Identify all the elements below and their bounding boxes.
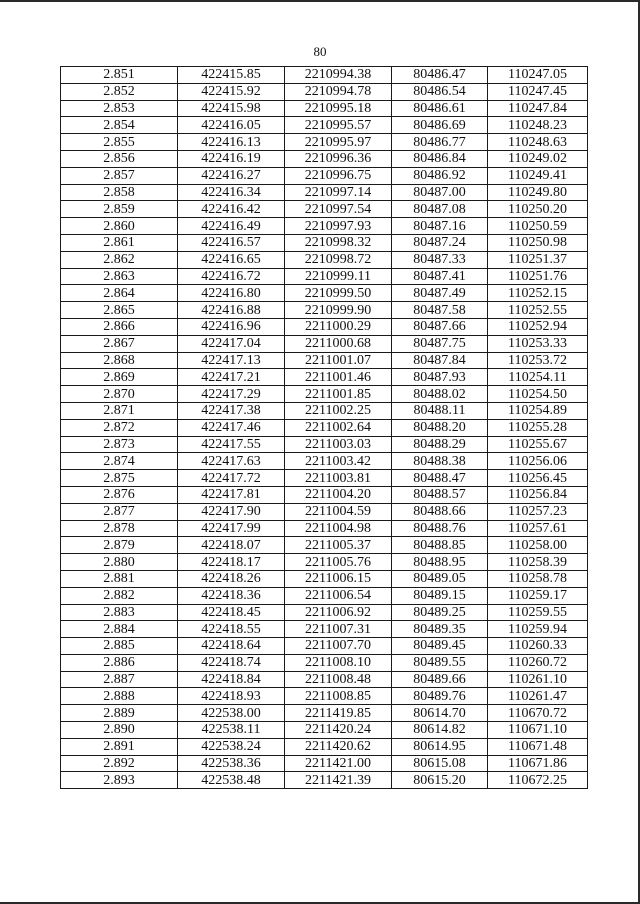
- y-coordinate-cell: 2211004.98: [285, 520, 392, 537]
- x-local-cell: 80486.77: [392, 134, 488, 151]
- table-row: [61, 318, 588, 335]
- y-local-cell: 110256.84: [488, 486, 588, 503]
- x-local-cell: 80486.47: [392, 67, 488, 84]
- y-local-cell: 110671.10: [488, 722, 588, 739]
- y-coordinate-cell: 2211421.00: [285, 755, 392, 772]
- table-row: [61, 285, 588, 302]
- y-local-cell: 110259.17: [488, 587, 588, 604]
- table-row: [61, 184, 588, 201]
- y-local-cell: 110258.39: [488, 554, 588, 571]
- x-coordinate-cell: 422417.55: [178, 436, 285, 453]
- y-local-cell: 110260.72: [488, 654, 588, 671]
- y-coordinate-cell: 2210998.72: [285, 251, 392, 268]
- y-local-cell: 110250.59: [488, 218, 588, 235]
- x-local-cell: 80487.58: [392, 302, 488, 319]
- y-local-cell: 110248.63: [488, 134, 588, 151]
- table-row: [61, 688, 588, 705]
- y-local-cell: 110249.41: [488, 167, 588, 184]
- x-coordinate-cell: 422417.63: [178, 453, 285, 470]
- y-coordinate-cell: 2211421.39: [285, 772, 392, 789]
- table-row: [61, 218, 588, 235]
- x-local-cell: 80486.61: [392, 100, 488, 117]
- x-coordinate-cell: 422416.42: [178, 201, 285, 218]
- y-coordinate-cell: 2210996.36: [285, 150, 392, 167]
- point-number-cell: 2.887: [61, 671, 178, 688]
- x-coordinate-cell: 422416.19: [178, 150, 285, 167]
- x-coordinate-cell: 422416.65: [178, 251, 285, 268]
- point-number-cell: 2.872: [61, 419, 178, 436]
- x-coordinate-cell: 422418.84: [178, 671, 285, 688]
- y-coordinate-cell: 2211008.10: [285, 654, 392, 671]
- y-local-cell: 110252.55: [488, 302, 588, 319]
- y-local-cell: 110672.25: [488, 772, 588, 789]
- point-number-cell: 2.881: [61, 570, 178, 587]
- y-coordinate-cell: 2210996.75: [285, 167, 392, 184]
- y-local-cell: 110258.78: [488, 570, 588, 587]
- y-coordinate-cell: 2211006.92: [285, 604, 392, 621]
- table-row: [61, 705, 588, 722]
- point-number-cell: 2.863: [61, 268, 178, 285]
- y-local-cell: 110249.02: [488, 150, 588, 167]
- x-local-cell: 80487.33: [392, 251, 488, 268]
- x-coordinate-cell: 422418.26: [178, 570, 285, 587]
- point-number-cell: 2.886: [61, 654, 178, 671]
- point-number-cell: 2.878: [61, 520, 178, 537]
- point-number-cell: 2.891: [61, 738, 178, 755]
- x-local-cell: 80488.66: [392, 503, 488, 520]
- point-number-cell: 2.856: [61, 150, 178, 167]
- x-coordinate-cell: 422416.05: [178, 117, 285, 134]
- x-local-cell: 80488.95: [392, 554, 488, 571]
- point-number-cell: 2.854: [61, 117, 178, 134]
- y-coordinate-cell: 2211420.62: [285, 738, 392, 755]
- point-number-cell: 2.861: [61, 234, 178, 251]
- x-local-cell: 80614.82: [392, 722, 488, 739]
- x-coordinate-cell: 422538.24: [178, 738, 285, 755]
- table-row: [61, 453, 588, 470]
- point-number-cell: 2.884: [61, 621, 178, 638]
- x-coordinate-cell: 422416.96: [178, 318, 285, 335]
- x-coordinate-cell: 422417.81: [178, 486, 285, 503]
- x-coordinate-cell: 422416.88: [178, 302, 285, 319]
- x-local-cell: 80489.76: [392, 688, 488, 705]
- table-row: [61, 520, 588, 537]
- y-local-cell: 110254.89: [488, 402, 588, 419]
- y-local-cell: 110255.67: [488, 436, 588, 453]
- x-coordinate-cell: 422418.45: [178, 604, 285, 621]
- point-number-cell: 2.880: [61, 554, 178, 571]
- y-coordinate-cell: 2210999.11: [285, 268, 392, 285]
- y-local-cell: 110249.80: [488, 184, 588, 201]
- x-local-cell: 80487.93: [392, 369, 488, 386]
- x-local-cell: 80489.35: [392, 621, 488, 638]
- x-coordinate-cell: 422418.07: [178, 537, 285, 554]
- x-coordinate-cell: 422538.48: [178, 772, 285, 789]
- point-number-cell: 2.857: [61, 167, 178, 184]
- point-number-cell: 2.877: [61, 503, 178, 520]
- x-local-cell: 80488.47: [392, 470, 488, 487]
- table-row: [61, 201, 588, 218]
- x-coordinate-cell: 422415.98: [178, 100, 285, 117]
- table-row: [61, 251, 588, 268]
- point-number-cell: 2.870: [61, 386, 178, 403]
- y-coordinate-cell: 2211000.68: [285, 335, 392, 352]
- point-number-cell: 2.883: [61, 604, 178, 621]
- table-row: [61, 167, 588, 184]
- y-coordinate-cell: 2211006.15: [285, 570, 392, 587]
- y-local-cell: 110671.86: [488, 755, 588, 772]
- y-local-cell: 110260.33: [488, 638, 588, 655]
- y-local-cell: 110261.10: [488, 671, 588, 688]
- table-row: [61, 150, 588, 167]
- y-coordinate-cell: 2211003.42: [285, 453, 392, 470]
- coordinates-table-body: [61, 67, 588, 789]
- y-local-cell: 110257.23: [488, 503, 588, 520]
- x-local-cell: 80487.00: [392, 184, 488, 201]
- y-coordinate-cell: 2210997.93: [285, 218, 392, 235]
- y-local-cell: 110251.37: [488, 251, 588, 268]
- x-local-cell: 80488.29: [392, 436, 488, 453]
- point-number-cell: 2.866: [61, 318, 178, 335]
- x-coordinate-cell: 422417.46: [178, 419, 285, 436]
- table-row: [61, 302, 588, 319]
- point-number-cell: 2.860: [61, 218, 178, 235]
- table-row: [61, 67, 588, 84]
- table-row: [61, 554, 588, 571]
- y-local-cell: 110247.45: [488, 83, 588, 100]
- y-coordinate-cell: 2211007.31: [285, 621, 392, 638]
- y-coordinate-cell: 2211001.46: [285, 369, 392, 386]
- y-coordinate-cell: 2210994.38: [285, 67, 392, 84]
- y-coordinate-cell: 2211419.85: [285, 705, 392, 722]
- x-coordinate-cell: 422538.11: [178, 722, 285, 739]
- x-local-cell: 80489.66: [392, 671, 488, 688]
- y-coordinate-cell: 2211005.37: [285, 537, 392, 554]
- y-coordinate-cell: 2210995.18: [285, 100, 392, 117]
- table-row: [61, 117, 588, 134]
- table-row: [61, 772, 588, 789]
- point-number-cell: 2.876: [61, 486, 178, 503]
- y-coordinate-cell: 2211008.48: [285, 671, 392, 688]
- x-coordinate-cell: 422416.34: [178, 184, 285, 201]
- point-number-cell: 2.882: [61, 587, 178, 604]
- table-row: [61, 134, 588, 151]
- x-local-cell: 80486.92: [392, 167, 488, 184]
- point-number-cell: 2.853: [61, 100, 178, 117]
- x-coordinate-cell: 422417.29: [178, 386, 285, 403]
- y-local-cell: 110252.15: [488, 285, 588, 302]
- y-coordinate-cell: 2211008.85: [285, 688, 392, 705]
- x-coordinate-cell: 422418.17: [178, 554, 285, 571]
- x-local-cell: 80486.54: [392, 83, 488, 100]
- coordinates-table: [60, 66, 588, 789]
- x-coordinate-cell: 422417.99: [178, 520, 285, 537]
- y-local-cell: 110247.84: [488, 100, 588, 117]
- x-local-cell: 80488.11: [392, 402, 488, 419]
- table-row: [61, 654, 588, 671]
- x-local-cell: 80487.41: [392, 268, 488, 285]
- table-row: [61, 419, 588, 436]
- x-local-cell: 80486.69: [392, 117, 488, 134]
- table-row: [61, 386, 588, 403]
- y-local-cell: 110247.05: [488, 67, 588, 84]
- x-local-cell: 80489.15: [392, 587, 488, 604]
- point-number-cell: 2.888: [61, 688, 178, 705]
- table-row: [61, 587, 588, 604]
- y-local-cell: 110251.76: [488, 268, 588, 285]
- point-number-cell: 2.865: [61, 302, 178, 319]
- point-number-cell: 2.859: [61, 201, 178, 218]
- point-number-cell: 2.862: [61, 251, 178, 268]
- table-row: [61, 268, 588, 285]
- x-local-cell: 80487.84: [392, 352, 488, 369]
- table-row: [61, 83, 588, 100]
- table-row: [61, 335, 588, 352]
- x-local-cell: 80488.02: [392, 386, 488, 403]
- x-coordinate-cell: 422416.13: [178, 134, 285, 151]
- x-local-cell: 80488.20: [392, 419, 488, 436]
- y-coordinate-cell: 2211001.07: [285, 352, 392, 369]
- table-row: [61, 486, 588, 503]
- point-number-cell: 2.885: [61, 638, 178, 655]
- x-coordinate-cell: 422417.04: [178, 335, 285, 352]
- table-row: [61, 470, 588, 487]
- table-row: [61, 671, 588, 688]
- x-coordinate-cell: 422417.72: [178, 470, 285, 487]
- x-coordinate-cell: 422415.85: [178, 67, 285, 84]
- y-local-cell: 110256.45: [488, 470, 588, 487]
- y-local-cell: 110253.72: [488, 352, 588, 369]
- x-local-cell: 80487.16: [392, 218, 488, 235]
- x-local-cell: 80489.45: [392, 638, 488, 655]
- y-local-cell: 110254.50: [488, 386, 588, 403]
- table-row: [61, 621, 588, 638]
- point-number-cell: 2.892: [61, 755, 178, 772]
- point-number-cell: 2.889: [61, 705, 178, 722]
- y-coordinate-cell: 2211002.25: [285, 402, 392, 419]
- page-border-top: [0, 0, 640, 2]
- x-local-cell: 80615.08: [392, 755, 488, 772]
- table-row: [61, 738, 588, 755]
- y-coordinate-cell: 2210998.32: [285, 234, 392, 251]
- y-coordinate-cell: 2211003.81: [285, 470, 392, 487]
- point-number-cell: 2.875: [61, 470, 178, 487]
- y-local-cell: 110252.94: [488, 318, 588, 335]
- y-coordinate-cell: 2211004.59: [285, 503, 392, 520]
- x-local-cell: 80487.49: [392, 285, 488, 302]
- x-coordinate-cell: 422416.27: [178, 167, 285, 184]
- y-local-cell: 110259.55: [488, 604, 588, 621]
- y-local-cell: 110256.06: [488, 453, 588, 470]
- x-local-cell: 80489.05: [392, 570, 488, 587]
- x-coordinate-cell: 422538.36: [178, 755, 285, 772]
- y-coordinate-cell: 2210999.90: [285, 302, 392, 319]
- y-coordinate-cell: 2211003.03: [285, 436, 392, 453]
- table-row: [61, 100, 588, 117]
- table-row: [61, 402, 588, 419]
- table-row: [61, 369, 588, 386]
- point-number-cell: 2.879: [61, 537, 178, 554]
- table-row: [61, 537, 588, 554]
- x-local-cell: 80614.70: [392, 705, 488, 722]
- x-local-cell: 80486.84: [392, 150, 488, 167]
- y-coordinate-cell: 2211420.24: [285, 722, 392, 739]
- x-local-cell: 80489.25: [392, 604, 488, 621]
- x-coordinate-cell: 422416.49: [178, 218, 285, 235]
- table-row: [61, 638, 588, 655]
- point-number-cell: 2.874: [61, 453, 178, 470]
- point-number-cell: 2.868: [61, 352, 178, 369]
- x-local-cell: 80615.20: [392, 772, 488, 789]
- x-local-cell: 80614.95: [392, 738, 488, 755]
- table-row: [61, 503, 588, 520]
- y-coordinate-cell: 2211004.20: [285, 486, 392, 503]
- x-local-cell: 80489.55: [392, 654, 488, 671]
- point-number-cell: 2.852: [61, 83, 178, 100]
- y-coordinate-cell: 2211000.29: [285, 318, 392, 335]
- x-coordinate-cell: 422417.21: [178, 369, 285, 386]
- y-coordinate-cell: 2210999.50: [285, 285, 392, 302]
- x-local-cell: 80488.57: [392, 486, 488, 503]
- x-coordinate-cell: 422417.90: [178, 503, 285, 520]
- y-local-cell: 110255.28: [488, 419, 588, 436]
- x-coordinate-cell: 422417.13: [178, 352, 285, 369]
- x-local-cell: 80488.76: [392, 520, 488, 537]
- y-local-cell: 110253.33: [488, 335, 588, 352]
- x-local-cell: 80487.66: [392, 318, 488, 335]
- point-number-cell: 2.869: [61, 369, 178, 386]
- x-coordinate-cell: 422416.72: [178, 268, 285, 285]
- point-number-cell: 2.890: [61, 722, 178, 739]
- table-row: [61, 722, 588, 739]
- page-number: 80: [313, 44, 327, 59]
- point-number-cell: 2.893: [61, 772, 178, 789]
- x-coordinate-cell: 422418.55: [178, 621, 285, 638]
- x-coordinate-cell: 422418.36: [178, 587, 285, 604]
- y-local-cell: 110259.94: [488, 621, 588, 638]
- point-number-cell: 2.864: [61, 285, 178, 302]
- table-row: [61, 755, 588, 772]
- x-local-cell: 80487.75: [392, 335, 488, 352]
- point-number-cell: 2.873: [61, 436, 178, 453]
- y-local-cell: 110250.98: [488, 234, 588, 251]
- table-row: [61, 352, 588, 369]
- point-number-cell: 2.858: [61, 184, 178, 201]
- y-local-cell: 110254.11: [488, 369, 588, 386]
- table-row: [61, 570, 588, 587]
- x-coordinate-cell: 422415.92: [178, 83, 285, 100]
- y-local-cell: 110257.61: [488, 520, 588, 537]
- y-coordinate-cell: 2211001.85: [285, 386, 392, 403]
- point-number-cell: 2.871: [61, 402, 178, 419]
- x-coordinate-cell: 422418.74: [178, 654, 285, 671]
- y-local-cell: 110261.47: [488, 688, 588, 705]
- y-local-cell: 110250.20: [488, 201, 588, 218]
- x-local-cell: 80487.08: [392, 201, 488, 218]
- x-coordinate-cell: 422417.38: [178, 402, 285, 419]
- x-coordinate-cell: 422416.57: [178, 234, 285, 251]
- x-coordinate-cell: 422416.80: [178, 285, 285, 302]
- y-coordinate-cell: 2211005.76: [285, 554, 392, 571]
- x-local-cell: 80487.24: [392, 234, 488, 251]
- y-coordinate-cell: 2210995.57: [285, 117, 392, 134]
- y-coordinate-cell: 2210997.14: [285, 184, 392, 201]
- y-coordinate-cell: 2210997.54: [285, 201, 392, 218]
- x-local-cell: 80488.38: [392, 453, 488, 470]
- point-number-cell: 2.855: [61, 134, 178, 151]
- table-row: [61, 436, 588, 453]
- y-coordinate-cell: 2210994.78: [285, 83, 392, 100]
- y-local-cell: 110670.72: [488, 705, 588, 722]
- table-row: [61, 234, 588, 251]
- y-local-cell: 110258.00: [488, 537, 588, 554]
- point-number-cell: 2.867: [61, 335, 178, 352]
- y-coordinate-cell: 2211006.54: [285, 587, 392, 604]
- y-local-cell: 110248.23: [488, 117, 588, 134]
- y-coordinate-cell: 2211002.64: [285, 419, 392, 436]
- table-row: [61, 604, 588, 621]
- y-coordinate-cell: 2211007.70: [285, 638, 392, 655]
- x-coordinate-cell: 422418.93: [178, 688, 285, 705]
- y-coordinate-cell: 2210995.97: [285, 134, 392, 151]
- x-local-cell: 80488.85: [392, 537, 488, 554]
- point-number-cell: 2.851: [61, 67, 178, 84]
- x-coordinate-cell: 422418.64: [178, 638, 285, 655]
- y-local-cell: 110671.48: [488, 738, 588, 755]
- x-coordinate-cell: 422538.00: [178, 705, 285, 722]
